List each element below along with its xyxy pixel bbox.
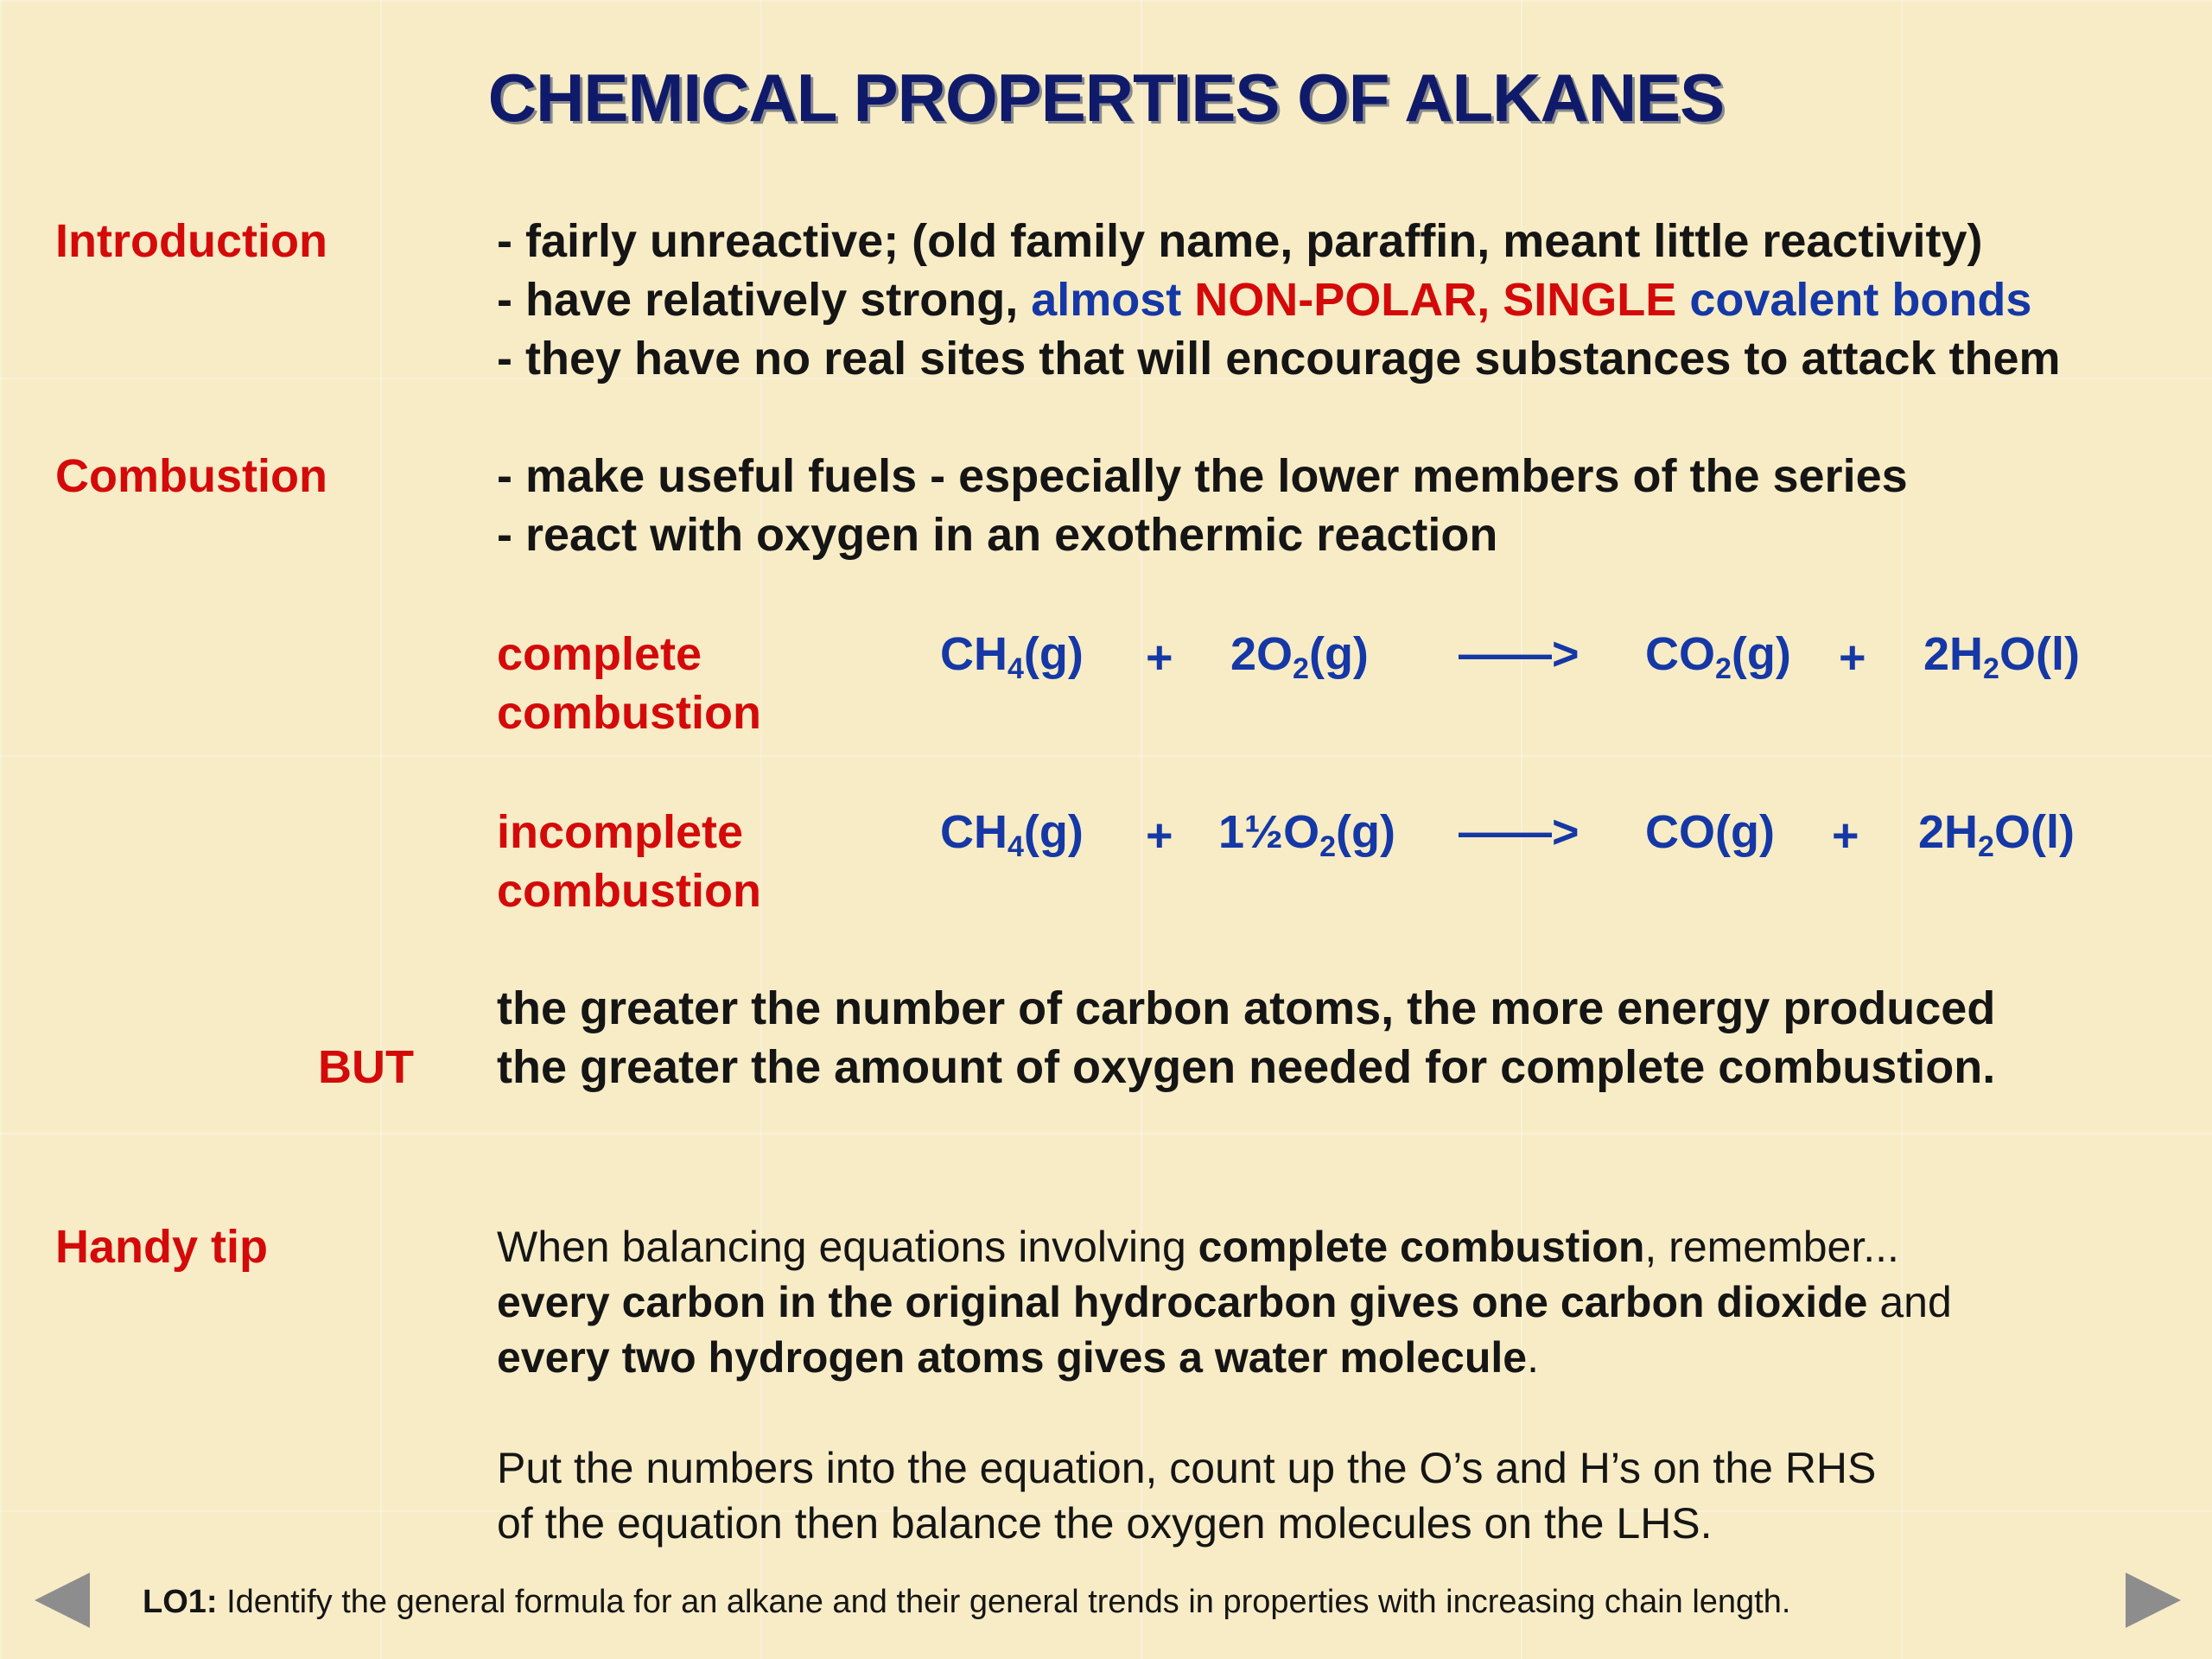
handy-tip-paragraph-2-line-2: of the equation then balance the oxygen molecules on the LHS. xyxy=(497,1499,1713,1548)
incomplete-reactant-methane: $CH_4(g)$ xyxy=(940,806,1084,863)
introduction-line-1: - fairly unreactive; (old family name, paraffin, meant little reactivity) xyxy=(497,215,1983,267)
handy-tip-line-2: every carbon in the original hydrocarbon gives one carbon dioxide and xyxy=(497,1278,1952,1326)
introduction-covalent-bonds: covalent bonds xyxy=(1676,274,2032,326)
handy-tip-paragraph-2-line-1: Put the numbers into the equation, count up the O’s and H’s on the RHS xyxy=(497,1444,1877,1492)
handy-tip-line-3: every two hydrogen atoms gives a water molecule. xyxy=(497,1333,1539,1382)
learning-objective: LO1: Identify the general formula for an alkane and their general trends in properties with increasing chain length. xyxy=(143,1584,1791,1620)
complete-product-water: $2H_2O(l)$ xyxy=(1923,628,2080,685)
introduction-line-3: - they have no real sites that will encourage substances to attack them xyxy=(497,333,2061,385)
triangle-left-icon[interactable] xyxy=(35,1573,90,1628)
complete-plus-1: + xyxy=(1146,632,1173,683)
page-title: CHEMICAL PROPERTIES OF ALKANES xyxy=(487,60,1725,136)
complete-label-line-1: complete xyxy=(497,628,702,680)
introduction-label: Introduction xyxy=(55,215,327,267)
complete-plus-2: + xyxy=(1839,632,1866,683)
combustion-label: Combustion xyxy=(55,450,327,502)
incomplete-product-water: $2H_2O(l)$ xyxy=(1918,806,2075,863)
handy-tip-label: Handy tip xyxy=(55,1221,269,1273)
introduction-almost: almost xyxy=(1031,274,1195,326)
complete-product-carbon-dioxide: $CO_2(g)$ xyxy=(1645,628,1791,685)
complete-reactant-methane: $CH_4(g)$ xyxy=(940,628,1084,685)
incomplete-plus-2: + xyxy=(1832,810,1859,861)
combustion-line-1: - make useful fuels - especially the lower members of the series xyxy=(497,450,1908,502)
incomplete-product-carbon-monoxide: CO(g) xyxy=(1645,806,1775,858)
but-label: BUT xyxy=(318,1041,414,1093)
incomplete-reactant-oxygen: $1\frac{1}{2}O_2(g)$ xyxy=(1218,806,1395,863)
energy-line-1: the greater the number of carbon atoms, the more energy produced xyxy=(497,982,1996,1034)
combustion-line-2: - react with oxygen in an exothermic reaction xyxy=(497,509,1498,561)
introduction-nonpolar-single: NON-POLAR, SINGLE xyxy=(1194,274,1677,326)
handy-tip-line-1: When balancing equations involving complete combustion, remember... xyxy=(497,1223,1899,1271)
complete-label-line-2: combustion xyxy=(497,687,761,739)
introduction-line-2 xyxy=(497,273,2031,327)
introduction-line-2-prefix: - have relatively strong, xyxy=(497,274,1032,326)
incomplete-plus-1: + xyxy=(1146,810,1173,861)
complete-arrow: ——> xyxy=(1459,628,1580,680)
incomplete-label-line-2: combustion xyxy=(497,865,761,917)
energy-line-2: the greater the amount of oxygen needed for complete combustion. xyxy=(497,1041,1996,1093)
incomplete-arrow: ——> xyxy=(1459,806,1580,858)
complete-reactant-oxygen: $2O_2(g)$ xyxy=(1230,628,1369,685)
incomplete-label-line-1: incomplete xyxy=(497,806,744,858)
triangle-right-icon[interactable] xyxy=(2126,1573,2181,1628)
